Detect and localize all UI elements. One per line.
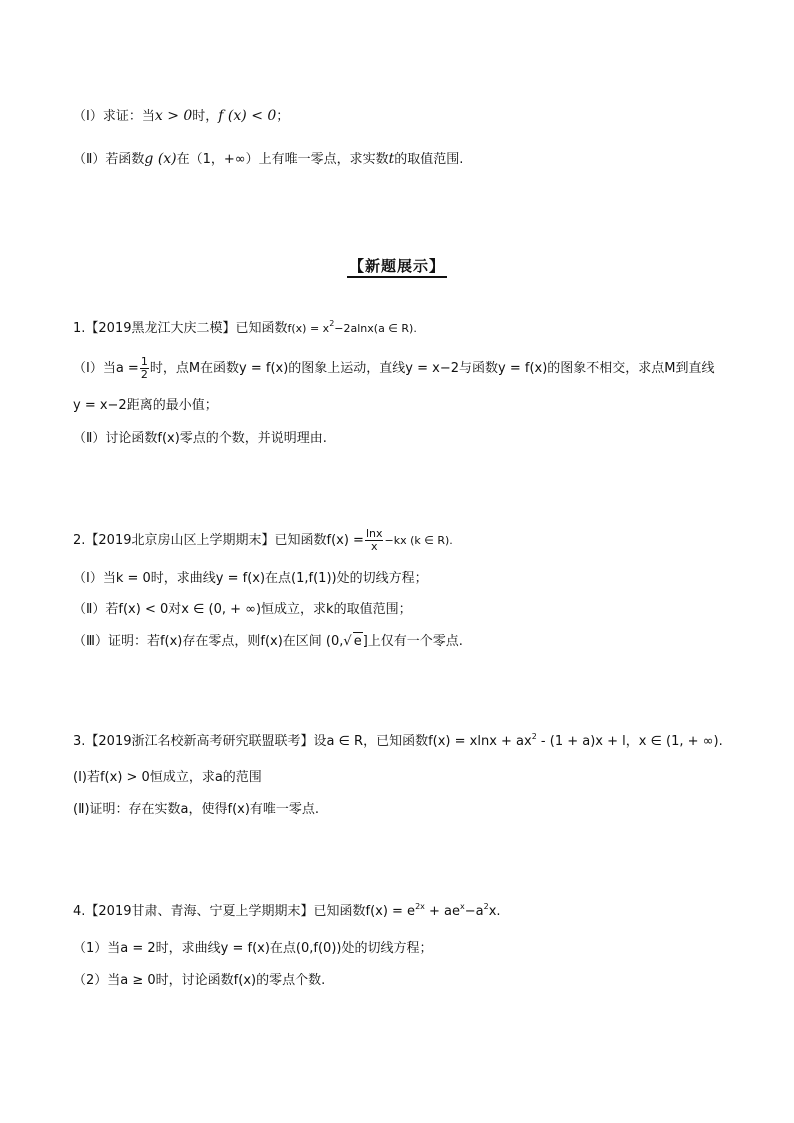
math-x-positive: x > 0 xyxy=(154,108,193,124)
section-heading: 【新题展示】 xyxy=(0,255,794,276)
problem-4-part-2: （2）当a ≥ 0时，讨论函数f(x)的零点个数. xyxy=(73,973,326,988)
problem-2-part-1: （Ⅰ）当k = 0时，求曲线y = f(x)在点(1,f(1))处的切线方程； xyxy=(73,571,428,586)
fraction-one-half: $\frac{1}{2}$ xyxy=(140,355,148,381)
problem-2-part-2: （Ⅱ）若f(x) < 0对x ∈ (0, + ∞)恒成立，求k的取值范围； xyxy=(73,602,412,617)
fraction-lnx-over-x: $\frac{\ln x}{x}$ xyxy=(365,527,383,553)
math-fx-negative: f (x) < 0 xyxy=(218,108,277,124)
math-gx: g (x) xyxy=(144,151,177,167)
problem-3-part-1: (Ⅰ)若f(x) > 0恒成立，求a的范围 xyxy=(73,770,262,785)
problem-1-part-1: （Ⅰ）当a = $\frac{1}{2}$ 时，点M在函数y = f(x)的图象上运动，直线y = x−2与函数y = f(x)的图象不相交，求点M到直线 xyxy=(73,355,715,381)
intro-part-2: （Ⅱ）若函数g (x)在（1，+∞）上有唯一零点，求实数t的取值范围. xyxy=(73,151,464,167)
sqrt-symbol: √ xyxy=(343,634,352,649)
problem-4-statement: 4.【2019甘肃、青海、宁夏上学期期末】已知函数$f(x) = e^{2x} + ae^x-a^2x$. xyxy=(73,902,501,919)
problem-1-part-2: （Ⅱ）讨论函数f(x)零点的个数，并说明理由. xyxy=(73,431,327,446)
problem-3-part-2: (Ⅱ)证明：存在实数a，使得f(x)有唯一零点. xyxy=(73,802,320,817)
problem-3-statement: 3.【2019浙江名校新高考研究联盟联考】设a ∈ R，已知函数$f(x) = xlnx + ax^2 - (1 + a)x + l$，x ∈ (1, + ∞). xyxy=(73,732,723,749)
intro-part-1: （Ⅰ）求证：当x > 0时，f (x) < 0； xyxy=(73,108,290,124)
problem-1-statement: 1.【2019黑龙江大庆二模】已知函数$f(x) = x^2-2alnx(a$ ∈ R). xyxy=(73,319,417,336)
problem-1-part-1-cont: y = x−2距离的最小值； xyxy=(73,398,218,413)
problem-2-part-3: （Ⅲ）证明：若f(x)存在零点，则f(x)在区间 (0,√ e]上仅有一个零点. xyxy=(73,634,463,649)
problem-2-statement: 2.【2019北京房山区上学期期末】已知函数f(x) = $\frac{\ln x}{x}$ −kx (k ∈ R). xyxy=(73,527,453,553)
problem-4-part-1: （1）当a = 2时，求曲线y = f(x)在点(0,f(0))处的切线方程； xyxy=(73,941,433,956)
math-t: t xyxy=(388,151,395,167)
